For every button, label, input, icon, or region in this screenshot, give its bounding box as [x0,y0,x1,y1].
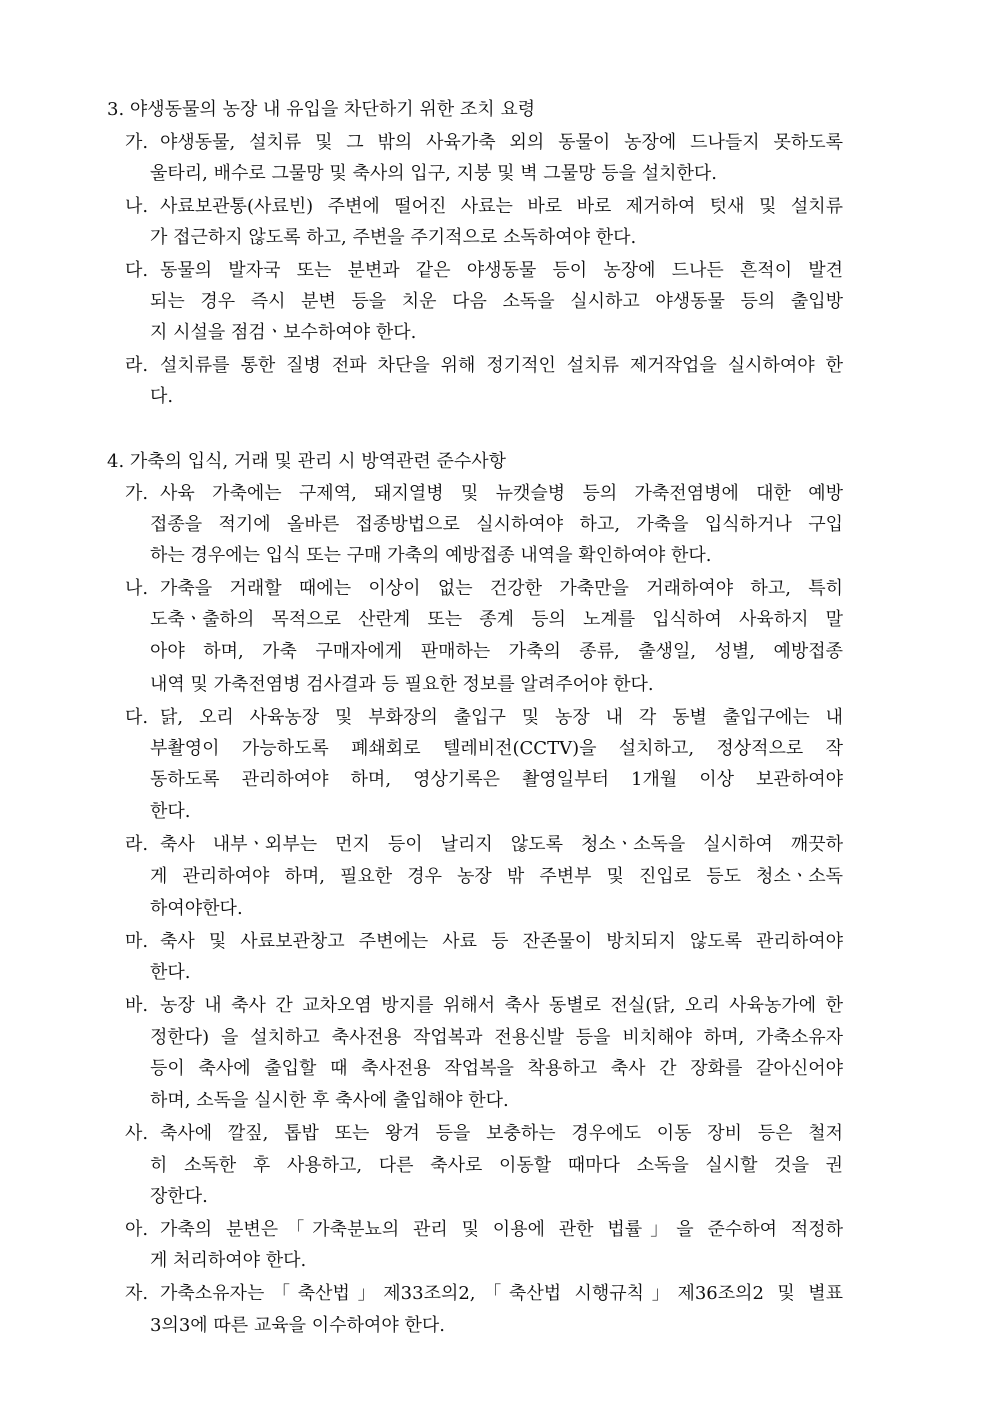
section-4-item-ja-marker: 자. [125,1283,149,1304]
section-4-item-a-marker: 아. [125,1219,149,1240]
section-4-item-sa-line-3: 장한다. [150,1186,208,1207]
section-3-item-na-line-1: 사료보관통(사료빈) 주변에 떨어진 사료는 바로 바로 제거하여 텃새 및 설치류 [160,196,843,217]
section-3-item-da-line-3: 지 시설을 점검ㆍ보수하여야 한다. [150,322,417,343]
section-4-item-ma-marker: 마. [125,931,149,952]
section-4-item-na-marker: 나. [125,578,149,599]
section-4-item-ra-line-1: 축사 내부ㆍ외부는 먼지 등이 날리지 않도록 청소ㆍ소독을 실시하여 깨끗하 [160,834,843,855]
section-4-item-ma-line-2: 한다. [150,962,191,983]
section-4-item-a-line-2: 게 처리하여야 한다. [150,1250,307,1271]
section-4-item-da-line-3: 동하도록 관리하여야 하며, 영상기록은 촬영일부터 1개월 이상 보관하여야 [150,769,843,790]
section-4-item-ga-line-3: 하는 경우에는 입식 또는 구매 가축의 예방접종 내역을 확인하여야 한다. [150,545,712,566]
section-4-item-ma-line-1: 축사 및 사료보관창고 주변에는 사료 등 잔존물이 방치되지 않도록 관리하여야 [160,931,843,952]
section-3-item-na-line-2: 가 접근하지 않도록 하고, 주변을 주기적으로 소독하여야 한다. [150,227,637,248]
section-4-item-na-line-4: 내역 및 가축전염병 검사결과 등 필요한 정보를 알려주어야 한다. [150,674,654,695]
section-3-item-da-line-2: 되는 경우 즉시 분변 등을 치운 다음 소독을 실시하고 야생동물 등의 출입방 [150,291,843,312]
section-3-item-ga-line-2: 울타리, 배수로 그물망 및 축사의 입구, 지붕 및 벽 그물망 등을 설치한다. [150,163,717,184]
section-4-heading: 4. 가축의 입식, 거래 및 관리 시 방역관련 준수사항 [107,451,507,472]
section-4-item-sa-line-1: 축사에 깔짚, 톱밥 또는 왕겨 등을 보충하는 경우에도 이동 장비 등은 철저 [160,1123,843,1144]
section-4-item-da-marker: 다. [125,707,149,728]
section-4-item-da-line-4: 한다. [150,801,191,822]
section-3-item-na-marker: 나. [125,196,149,217]
section-4-item-ba-line-4: 하며, 소독을 실시한 후 축사에 출입해야 한다. [150,1090,509,1111]
section-4-item-ba-line-1: 농장 내 축사 간 교차오염 방지를 위해서 축사 동별로 전실(닭, 오리 사육농가에 한 [160,995,843,1016]
section-4-item-ja-line-2: 3의3에 따른 교육을 이수하여야 한다. [150,1315,445,1336]
section-3-item-ga-line-1: 야생동물, 설치류 및 그 밖의 사육가축 외의 동물이 농장에 드나들지 못하도록 [160,132,843,153]
section-3-item-da-line-1: 동물의 발자국 또는 분변과 같은 야생동물 등이 농장에 드나든 흔적이 발견 [160,260,843,281]
section-4-item-a-line-1: 가축의 분변은「가축분뇨의 관리 및 이용에 관한 법률」을 준수하여 적정하 [160,1219,843,1240]
section-4-item-da-line-2: 부촬영이 가능하도록 폐쇄회로 텔레비전(CCTV)을 설치하고, 정상적으로 작 [150,738,843,759]
section-4-item-sa-line-2: 히 소독한 후 사용하고, 다른 축사로 이동할 때마다 소독을 실시할 것을 권 [150,1155,843,1176]
section-4-item-ra-line-2: 게 관리하여야 하며, 필요한 경우 농장 밖 주변부 및 진입로 등도 청소ㆍ소독 [150,866,843,887]
section-4-item-ra-marker: 라. [125,834,149,855]
section-3-item-ra-line-2: 다. [150,386,174,407]
section-3-heading: 3. 야생동물의 농장 내 유입을 차단하기 위한 조치 요령 [107,99,536,120]
section-4-item-ga-line-2: 접종을 적기에 올바른 접종방법으로 실시하여야 하고, 가축을 입식하거나 구입 [150,514,843,535]
section-4-item-ja-line-1: 가축소유자는「축산법」제33조의2,「축산법 시행규칙」제36조의2 및 별표 [160,1283,843,1304]
section-3-item-ra-line-1: 설치류를 통한 질병 전파 차단을 위해 정기적인 설치류 제거작업을 실시하여야 한 [160,355,843,376]
section-4-item-da-line-1: 닭, 오리 사육농장 및 부화장의 출입구 및 농장 내 각 동별 출입구에는 내 [160,707,843,728]
section-4-item-sa-marker: 사. [125,1123,149,1144]
section-4-item-ba-marker: 바. [125,995,149,1016]
section-3-item-ga-marker: 가. [125,132,149,153]
section-4-item-na-line-2: 도축ㆍ출하의 목적으로 산란계 또는 종계 등의 노계를 입식하여 사육하지 말 [150,609,843,630]
section-4-item-ba-line-3: 등이 축사에 출입할 때 축사전용 작업복을 착용하고 축사 간 장화를 갈아신어야 [150,1058,843,1079]
section-4-item-na-line-3: 아야 하며, 가축 구매자에게 판매하는 가축의 종류, 출생일, 성별, 예방접종 [150,641,843,662]
section-3-item-da-marker: 다. [125,260,149,281]
section-4-item-ba-line-2: 정한다) 을 설치하고 축사전용 작업복과 전용신발 등을 비치해야 하며, 가축소유자 [150,1027,843,1048]
section-4-item-na-line-1: 가축을 거래할 때에는 이상이 없는 건강한 가축만을 거래하여야 하고, 특히 [160,578,843,599]
section-3-item-ra-marker: 라. [125,355,149,376]
section-4-item-ga-marker: 가. [125,483,149,504]
section-4-item-ra-line-3: 하여야한다. [150,898,243,919]
section-4-item-ga-line-1: 사육 가축에는 구제역, 돼지열병 및 뉴캣슬병 등의 가축전염병에 대한 예방 [160,483,843,504]
